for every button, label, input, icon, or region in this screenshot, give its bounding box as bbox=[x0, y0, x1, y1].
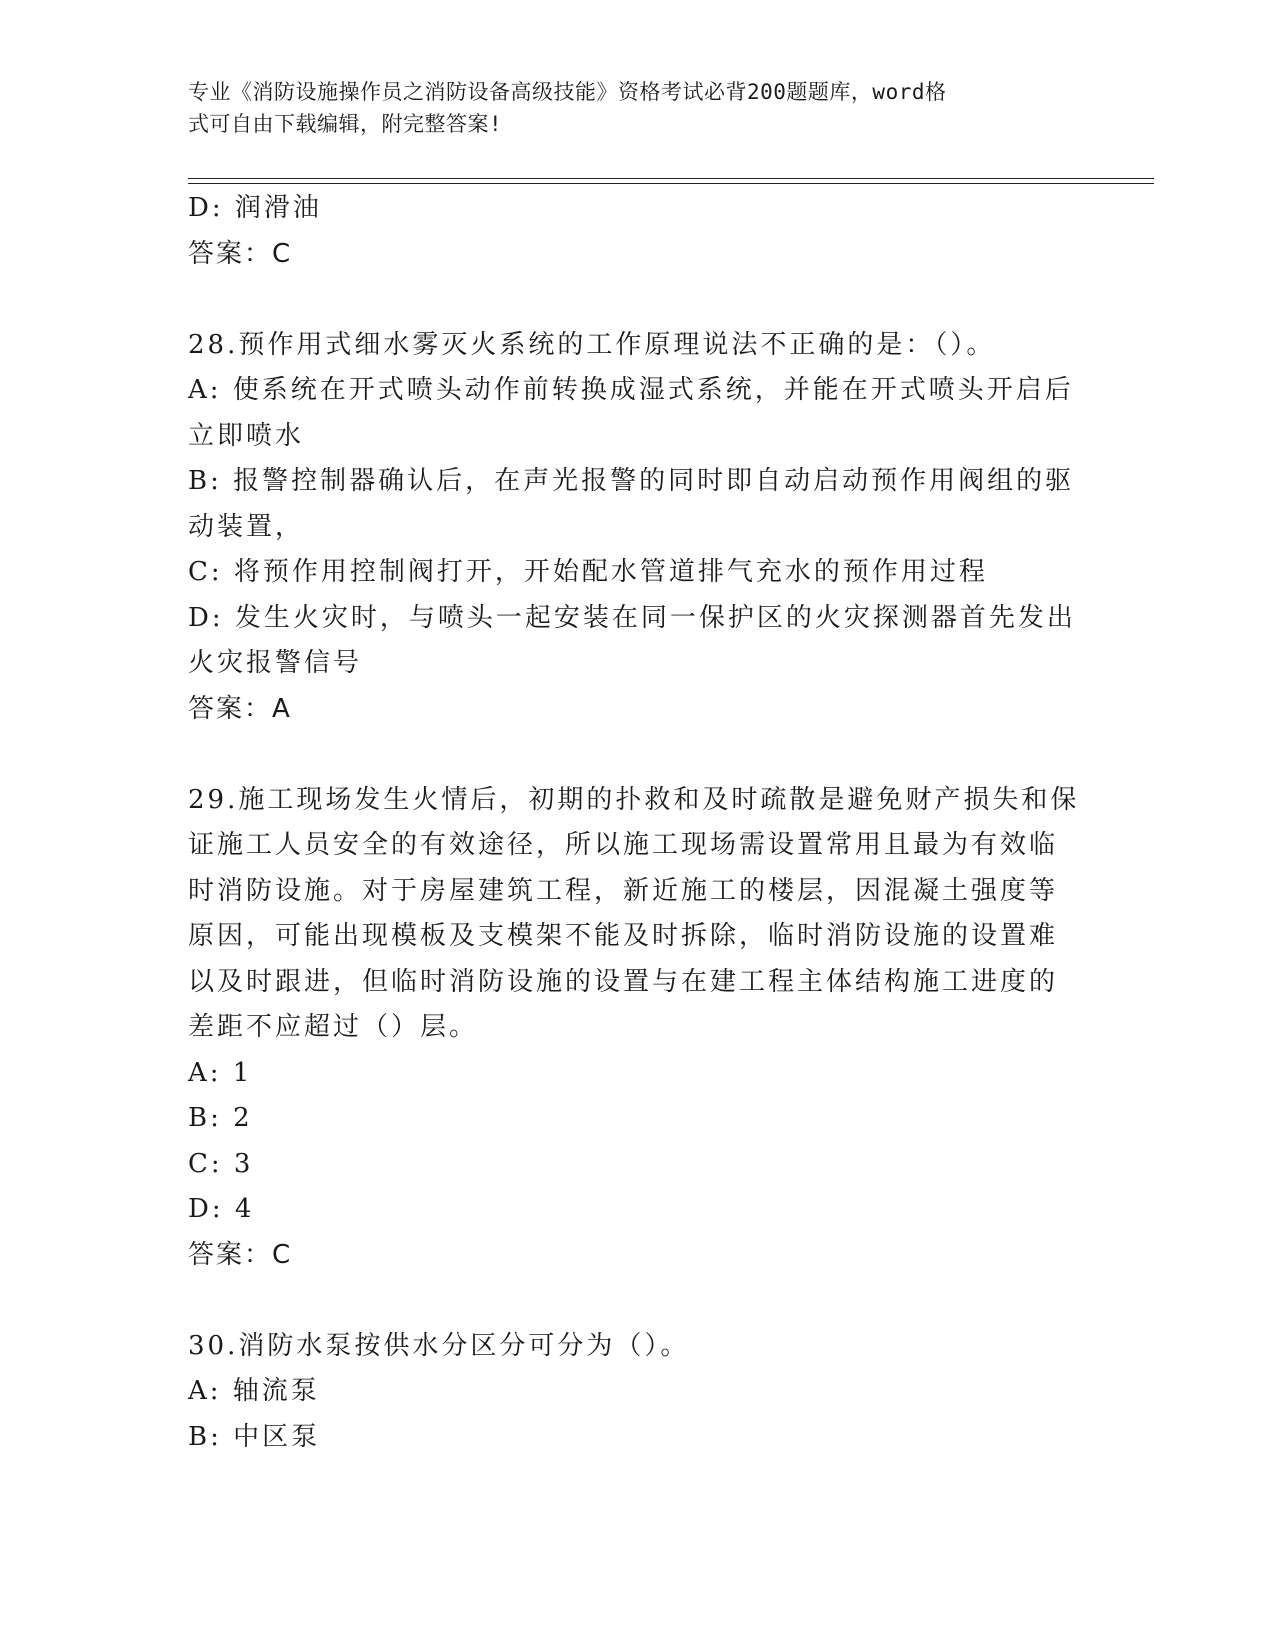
header-line-2: 式可自由下载编辑，附完整答案! bbox=[188, 112, 503, 136]
prev-option-d: D: 润滑油 bbox=[188, 193, 322, 223]
q29-stem-line4: 原因，可能出现模板及支模架不能及时拆除，临时消防设施的设置难 bbox=[188, 921, 1059, 951]
q29-stem-line5: 以及时跟进，但临时消防设施的设置与在建工程主体结构施工进度的 bbox=[188, 966, 1059, 997]
q29-option-a: A: 1 bbox=[188, 1057, 253, 1088]
q28-option-a-line1: A: 使系统在开式喷头动作前转换成湿式系统，并能在开式喷头开启后 bbox=[188, 375, 1074, 405]
q29-option-d: D: 4 bbox=[188, 1194, 255, 1224]
q28-option-d-line1: D: 发生火灾时，与喷头一起安装在同一保护区的火灾探测器首先发出 bbox=[188, 602, 1076, 633]
q28-answer: 答案：A bbox=[188, 693, 292, 724]
header-rule-bottom bbox=[188, 183, 1154, 184]
header-rule-top bbox=[188, 178, 1154, 179]
q28-option-b-line2: 动装置， bbox=[188, 511, 305, 542]
q29-stem-line3: 时消防设施。对于房屋建筑工程，新近施工的楼层，因混凝土强度等 bbox=[188, 875, 1059, 906]
q29-option-c: C: 3 bbox=[188, 1148, 254, 1179]
q30-option-a: A: 轴流泵 bbox=[188, 1376, 320, 1406]
q29-stem-line1: 29.施工现场发生火情后，初期的扑救和及时疏散是避免财产损失和保 bbox=[188, 784, 1080, 815]
q29-stem-line2: 证施工人员安全的有效途径，所以施工现场需设置常用且最为有效临 bbox=[188, 830, 1059, 860]
q28-option-b-line1: B: 报警控制器确认后，在声光报警的同时即自动启动预作用阀组的驱 bbox=[188, 466, 1075, 496]
question-content bbox=[188, 186, 1078, 1460]
spacer bbox=[188, 277, 1078, 323]
q29-answer: 答案：C bbox=[188, 1239, 293, 1270]
q28-option-d-line2: 火灾报警信号 bbox=[188, 648, 363, 678]
q28-option-a-line2: 立即喷水 bbox=[188, 420, 305, 451]
question-30 bbox=[188, 1324, 1078, 1461]
prev-answer: 答案：C bbox=[188, 238, 293, 269]
q28-option-c: C: 将预作用控制阀打开，开始配水管道排气充水的预作用过程 bbox=[188, 557, 988, 587]
question-28 bbox=[188, 323, 1078, 733]
header-line-1: 专业《消防设施操作员之消防设备高级技能》资格考试必背200题题库，word格 bbox=[188, 80, 947, 104]
document-header bbox=[188, 76, 1068, 140]
q30-stem: 30.消防水泵按供水分区分可分为（）。 bbox=[188, 1330, 690, 1361]
spacer bbox=[188, 732, 1078, 778]
q28-stem: 28.预作用式细水雾灭火系统的工作原理说法不正确的是：（）。 bbox=[188, 329, 996, 360]
q30-option-b: B: 中区泵 bbox=[188, 1421, 321, 1452]
q29-option-b: B: 2 bbox=[188, 1103, 253, 1133]
question-29 bbox=[188, 778, 1078, 1279]
q29-stem-line6: 差距不应超过（）层。 bbox=[188, 1012, 479, 1042]
spacer bbox=[188, 1278, 1078, 1324]
